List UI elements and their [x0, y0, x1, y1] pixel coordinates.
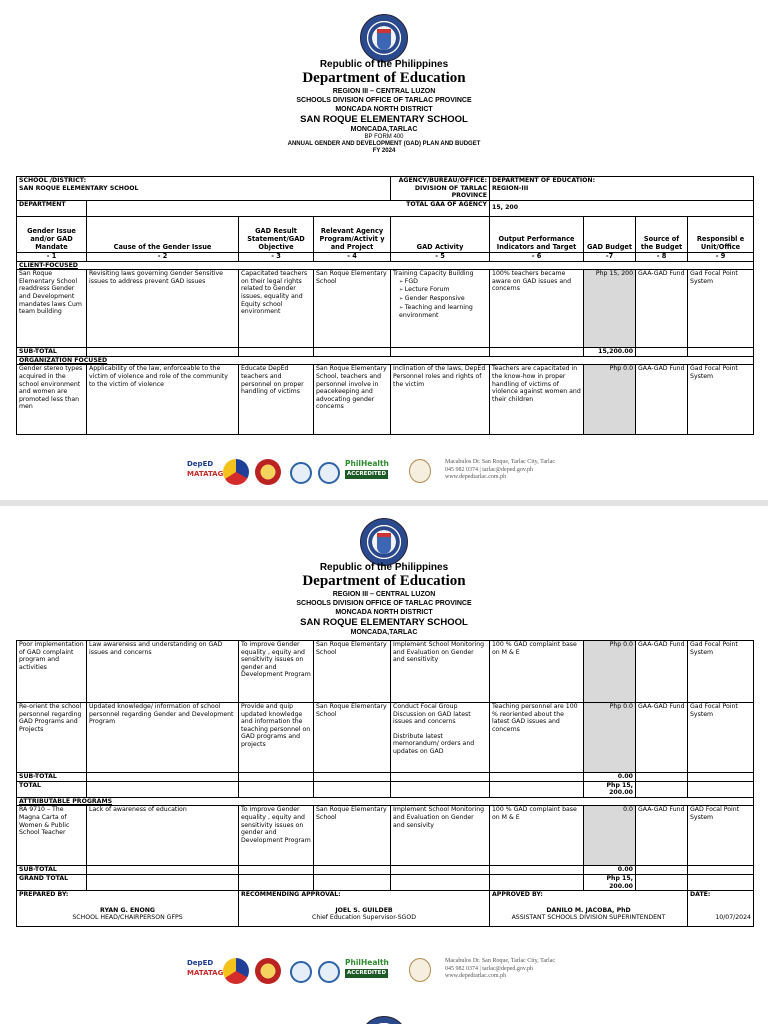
school-district-cell — [17, 177, 391, 201]
empty-cell — [239, 781, 314, 797]
tarlac-seal-icon — [409, 459, 431, 483]
office-cell: GAD Focal Point System — [688, 806, 754, 866]
attributable-programs-heading: ATTRIBUTABLE PROGRAMS — [17, 797, 754, 806]
website-text: www.depedtarlac.com.ph — [445, 474, 507, 480]
list-item: ➢ Lecture Forum — [399, 286, 487, 295]
col-num-8: - 8 — [636, 252, 688, 261]
website-text: www.depedtarlac.com.ph — [445, 973, 507, 979]
empty-cell — [87, 348, 239, 357]
source-cell: GAA-GAD Fund — [636, 270, 688, 348]
footer-logos — [187, 455, 587, 491]
budget-cell: Php 0.0 — [584, 365, 636, 435]
footer-address — [445, 459, 590, 487]
empty-cell — [87, 781, 239, 797]
issue-cell: RA 9710 – The Magna Carta of Women & Public School Teacher — [17, 806, 87, 866]
col-header-9: Responsibl e Unit/Office — [688, 216, 754, 252]
office-cell: Gad Focal Point System — [688, 641, 754, 703]
school-name: SAN ROQUE ELEMENTARY SCHOOL — [300, 114, 468, 125]
budget-cell: Php 15, 200 — [584, 270, 636, 348]
empty-cell — [239, 866, 314, 875]
empty-cell — [391, 773, 490, 782]
output-cell: 100% teachers became aware on GAD issues and concerns — [490, 270, 584, 348]
col-header-6: Output Performance Indicators and Target — [490, 216, 584, 252]
program-cell: San Roque Elementary School — [314, 806, 391, 866]
source-cell: GAA-GAD Fund — [636, 365, 688, 435]
empty-cell — [636, 874, 688, 890]
dept-value: REGION-III — [492, 184, 529, 192]
department-title: Department of Education — [302, 573, 466, 589]
program-cell: San Roque Elementary School — [314, 270, 391, 348]
col-num-9: - 9 — [688, 252, 754, 261]
contact-text: 045 982 0374 | tarlac@deped.gov.ph — [445, 965, 533, 972]
address-text: Macabulos Dr. San Roque, Tarlac City, Tarlac — [445, 958, 556, 964]
iso-cert-icon — [290, 961, 312, 983]
school-name: SAN ROQUE ELEMENTARY SCHOOL — [300, 617, 468, 628]
prepared-title: SCHOOL HEAD/CHAIRPERSON GFPS — [72, 914, 183, 922]
program-cell: San Roque Elementary School — [314, 641, 391, 703]
empty-cell — [688, 781, 754, 797]
recommending-cell — [239, 891, 490, 927]
section-heading-row — [17, 261, 754, 270]
col-num-3: - 3 — [239, 252, 314, 261]
cause-cell: Updated knowledge/ information of school personnel regarding Gender and Development Program — [87, 703, 239, 773]
table-row — [17, 365, 754, 435]
output-cell: 100 % GAD complaint base on M & E — [490, 806, 584, 866]
source-cell: GAA-GAD Fund — [636, 806, 688, 866]
col-header-8: Source of the Budget — [636, 216, 688, 252]
subtotal-value: 0.00 — [584, 773, 636, 782]
output-cell: 100 % GAD complaint base on M & E — [490, 641, 584, 703]
grand-total-row — [17, 874, 754, 890]
empty-cell — [490, 348, 584, 357]
recommending-label: RECOMMENDING APPROVAL: — [241, 891, 341, 899]
empty-cell — [490, 866, 584, 875]
letterhead — [0, 562, 768, 637]
empty-cell — [636, 781, 688, 797]
department-title: Department of Education — [302, 70, 466, 86]
deped-matatag-logo — [187, 459, 224, 487]
bagong-pilipinas-logo-icon — [223, 459, 249, 485]
empty-cell — [688, 866, 754, 875]
recommending-title: Chief Education Supervisor-SGOD — [312, 914, 416, 922]
output-cell: Teachers are capacitated in the know-how in proper handling of victims of violence against women and their children — [490, 365, 584, 435]
subtotal-value: 0.00 — [584, 866, 636, 875]
accredited-text: ACCREDITED — [347, 471, 387, 477]
col-header-1: Gender Issue and/or GAD Mandate — [17, 216, 87, 252]
date-cell — [688, 891, 754, 927]
col-num-2: - 2 — [87, 252, 239, 261]
result-cell: To improve Gender equality , equity and sensitivity issues on gender and Development Program — [239, 641, 314, 703]
source-cell: GAA-GAD Fund — [636, 703, 688, 773]
address-text: Macabulos Dr. San Roque, Tarlac City, Tarlac — [445, 459, 556, 465]
activity-cell — [391, 703, 490, 773]
total-gaa-label: TOTAL GAA OF AGENCY — [87, 200, 490, 216]
table-row — [17, 270, 754, 348]
col-num-6: - 6 — [490, 252, 584, 261]
empty-cell — [636, 773, 688, 782]
office-cell: Gad Focal Point System — [688, 703, 754, 773]
document-page-1 — [0, 0, 768, 500]
philhealth-text: PhilHealth — [345, 459, 389, 468]
document-page-2 — [0, 506, 768, 1024]
total-value: Php 15, 200.00 — [584, 781, 636, 797]
empty-cell — [391, 866, 490, 875]
activity-list — [393, 278, 487, 320]
empty-cell — [391, 781, 490, 797]
empty-cell — [636, 348, 688, 357]
accredited-text: ACCREDITED — [347, 970, 387, 976]
activity-cell: Inclination of the laws, DepEd Personnel roles and rights of the victim — [391, 365, 490, 435]
school-value: SAN ROQUE ELEMENTARY SCHOOL — [19, 184, 139, 192]
form-title: ANNUAL GENDER AND DEVELOPMENT (GAD) PLAN AND BUDGET — [287, 141, 481, 147]
region-text: REGION III – CENTRAL LUZON — [332, 591, 436, 598]
issue-cell: San Roque Elementary School readdress Gender and Development mandates laws Cum team building — [17, 270, 87, 348]
contact-text: 045 982 0374 | tarlac@deped.gov.ph — [445, 466, 533, 473]
date-label: DATE: — [690, 891, 711, 899]
school-label: SCHOOL /DISTRICT: — [19, 177, 87, 184]
cause-cell: Applicability of the law, enforceable to the victim of violence and role of the community to the victim of violence — [87, 365, 239, 435]
empty-cell — [87, 874, 239, 890]
empty-cell — [636, 866, 688, 875]
activity-text-1: Conduct Focal Group Discussion on GAD latest issues and concerns — [393, 703, 471, 726]
col-header-3: GAD Result Statement/GAD Objective — [239, 216, 314, 252]
form-code: BP FORM 400 — [364, 134, 404, 140]
matatag-text: MATATAG — [187, 470, 224, 478]
subtotal-label: SUB-TOTAL — [17, 348, 87, 357]
republic-text: Republic of the Philippines — [319, 59, 449, 70]
deped-text: DepED — [187, 460, 214, 468]
activity-title: Training Capacity Building — [393, 270, 474, 278]
empty-cell — [314, 773, 391, 782]
date-value: 10/07/2024 — [715, 913, 751, 921]
budget-cell: 0.0 — [584, 806, 636, 866]
agency-value: DIVISION OF TARLAC PROVINCE — [414, 184, 488, 200]
footer-logos — [187, 954, 587, 990]
activity-cell: Implement School Monitoring and Evaluation on Gender and sensitivity — [391, 641, 490, 703]
town-text: MONCADA,TARLAC — [350, 629, 418, 636]
empty-cell — [490, 781, 584, 797]
organization-focused-heading: ORGANIZATION FOCUSED — [17, 356, 754, 365]
col-num-7: -7 — [584, 252, 636, 261]
issue-cell: Gender stereo types acquired in the school environment and women are promoted less than men — [17, 365, 87, 435]
footer-address — [445, 958, 590, 986]
tarlac-seal-icon — [409, 958, 431, 982]
deped-seal-icon — [360, 518, 408, 566]
col-header-5: GAD Activity — [391, 216, 490, 252]
list-item: ➢ FGD — [399, 278, 487, 287]
issue-cell: Re-orient the school personnel regarding GAD Programs and Projects — [17, 703, 87, 773]
table-row — [17, 806, 754, 866]
agency-cell — [391, 177, 490, 201]
approved-by-cell — [490, 891, 688, 927]
approved-title: ASSISTANT SCHOOLS DIVISION SUPERINTENDENT — [511, 914, 666, 922]
empty-cell — [239, 348, 314, 357]
program-cell: San Roque Elementary School, teachers and personnel involve in peacekeeping and advocating gender concerns — [314, 365, 391, 435]
col-num-5: - 5 — [391, 252, 490, 261]
subtotal-value: 15,200.00 — [584, 348, 636, 357]
program-cell: San Roque Elementary School — [314, 703, 391, 773]
activity-cell — [391, 270, 490, 348]
region-text: REGION III – CENTRAL LUZON — [332, 88, 436, 95]
info-row — [17, 177, 754, 201]
subtotal-label: SUB-TOTAL — [17, 773, 87, 782]
source-cell: GAA-GAD Fund — [636, 641, 688, 703]
total-label: TOTAL — [17, 781, 87, 797]
dept-label: DEPARTMENT OF EDUCATION: — [492, 177, 596, 184]
approved-name: DANILO M. JACOBA, PhD — [546, 906, 631, 914]
department-row — [17, 200, 754, 216]
empty-cell — [314, 866, 391, 875]
empty-cell — [239, 874, 314, 890]
prepared-label: PREPARED BY: — [19, 891, 69, 899]
town-text: MONCADA,TARLAC — [350, 126, 418, 133]
section-heading-row — [17, 356, 754, 365]
col-num-1: - 1 — [17, 252, 87, 261]
col-header-4: Relevant Agency Program/Activit y and Project — [314, 216, 391, 252]
grand-total-value: Php 15, 200.00 — [584, 874, 636, 890]
column-number-row — [17, 252, 754, 261]
sdo-seal-icon — [255, 958, 281, 984]
empty-cell — [391, 348, 490, 357]
cause-cell: Law awareness and understanding on GAD issues and concerns — [87, 641, 239, 703]
empty-cell — [87, 773, 239, 782]
empty-cell — [490, 874, 584, 890]
col-header-2: Cause of the Gender Issue — [87, 216, 239, 252]
result-cell: Educate DepEd teachers and personnel on proper handling of victims — [239, 365, 314, 435]
deped-seal-icon — [360, 1016, 408, 1024]
list-item: ➢ Teaching and learning environment — [399, 304, 487, 320]
empty-cell — [314, 874, 391, 890]
client-focused-heading: CLIENT-FOCUSED — [17, 261, 754, 270]
sdo-seal-icon — [255, 459, 281, 485]
signatories-row — [17, 891, 754, 927]
agency-label: AGENCY/BUREAU/OFFICE: — [398, 177, 488, 184]
subtotal-row — [17, 866, 754, 875]
matatag-text: MATATAG — [187, 969, 224, 977]
republic-text: Republic of the Philippines — [319, 562, 449, 573]
empty-cell — [87, 866, 239, 875]
section-heading-row — [17, 797, 754, 806]
bagong-pilipinas-logo-icon — [223, 958, 249, 984]
column-header-row — [17, 216, 754, 252]
issue-cell: Poor implementation of GAD complaint program and activities — [17, 641, 87, 703]
col-header-7: GAD Budget — [584, 216, 636, 252]
division-text: SCHOOLS DIVISION OFFICE OF TARLAC PROVINCE — [296, 600, 472, 607]
subtotal-row — [17, 348, 754, 357]
philhealth-logo — [345, 459, 403, 487]
letterhead — [0, 59, 768, 155]
budget-cell: Php 0.0 — [584, 703, 636, 773]
subtotal-label: SUB-TOTAL — [17, 866, 87, 875]
iso-cert-icon — [318, 961, 340, 983]
cause-cell: Revisiting laws governing Gender Sensitive issues to address prevent GAD issues — [87, 270, 239, 348]
result-cell: Provide and quip updated knowledge and information the teaching personnel on GAD programs and projects — [239, 703, 314, 773]
result-cell: To improve Gender equality , equity and sensitivity issues on gender and Development Program — [239, 806, 314, 866]
prepared-by-cell — [17, 891, 239, 927]
office-cell: Gad Focal Point System — [688, 270, 754, 348]
iso-cert-icon — [290, 462, 312, 484]
total-gaa-value: 15, 200 — [490, 200, 754, 216]
deped-text: DepED — [187, 959, 214, 967]
recommending-name: JOEL S. GUILDEB — [335, 906, 393, 914]
deped-seal-icon — [360, 14, 408, 62]
table-row — [17, 641, 754, 703]
division-text: SCHOOLS DIVISION OFFICE OF TARLAC PROVINCE — [296, 97, 472, 104]
col-num-4: - 4 — [314, 252, 391, 261]
empty-cell — [314, 348, 391, 357]
district-text: MONCADA NORTH DISTRICT — [335, 609, 433, 616]
iso-cert-icon — [318, 462, 340, 484]
grand-total-label: GRAND TOTAL — [17, 874, 87, 890]
department-label: DEPARTMENT — [17, 200, 87, 216]
empty-cell — [490, 773, 584, 782]
result-cell: Capacitated teachers on their legal rights related to Gender issues, equality and Equity school environment — [239, 270, 314, 348]
empty-cell — [239, 773, 314, 782]
office-cell: Gad Focal Point System — [688, 365, 754, 435]
gad-plan-table-page1 — [16, 176, 754, 435]
list-item: ➢ Gender Responsive — [399, 295, 487, 304]
philhealth-logo — [345, 958, 403, 986]
dept-cell — [490, 177, 754, 201]
activity-text-2: Distribute latest memorandum/ orders and updates on GAD — [393, 732, 475, 755]
prepared-name: RYAN G. ENONG — [100, 906, 155, 914]
fiscal-year: FY 2024 — [372, 148, 396, 154]
empty-cell — [688, 773, 754, 782]
budget-cell: Php 0.0 — [584, 641, 636, 703]
empty-cell — [391, 874, 490, 890]
total-row — [17, 781, 754, 797]
empty-cell — [688, 348, 754, 357]
empty-cell — [688, 874, 754, 890]
subtotal-row — [17, 773, 754, 782]
district-text: MONCADA NORTH DISTRICT — [335, 106, 433, 113]
table-row — [17, 703, 754, 773]
output-cell: Teaching personnel are 100 % reoriented about the latest GAD issues and concerns — [490, 703, 584, 773]
philhealth-text: PhilHealth — [345, 958, 389, 967]
cause-cell: Lack of awareness of education — [87, 806, 239, 866]
deped-matatag-logo — [187, 958, 224, 986]
activity-cell: Implement School Monitoring and Evaluation on Gender and sensivity — [391, 806, 490, 866]
empty-cell — [314, 781, 391, 797]
approved-label: APPROVED BY: — [492, 891, 543, 899]
gad-plan-table-page2 — [16, 640, 754, 927]
